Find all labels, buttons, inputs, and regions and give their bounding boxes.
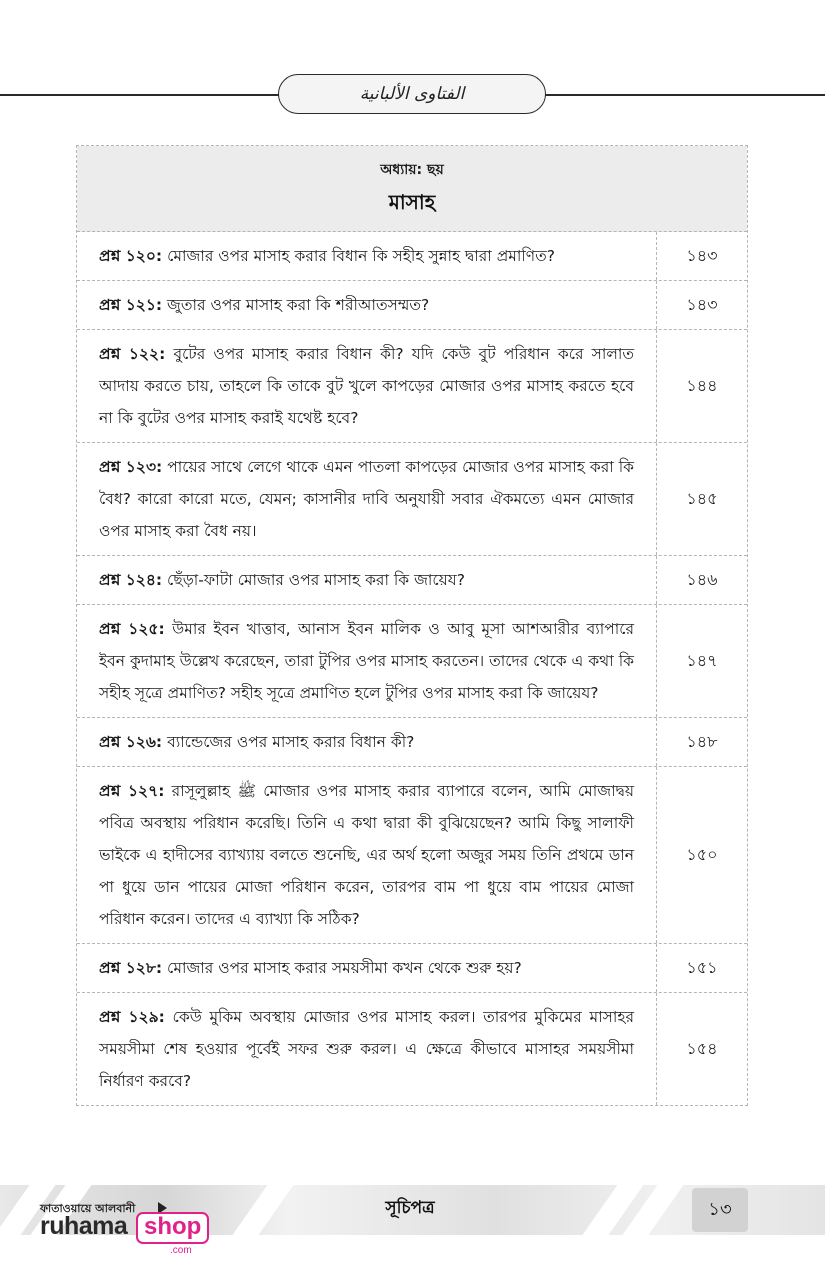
question-cell: [77, 993, 657, 1105]
chapter-title: মাসাহ: [388, 190, 436, 214]
toc-row[interactable]: [77, 767, 747, 944]
page-number-cell: ১৫১: [686, 957, 718, 977]
toc-row[interactable]: [77, 605, 747, 718]
ruhama-shop-logo[interactable]: [40, 1200, 230, 1260]
question-label: প্রশ্ন ১২১:: [99, 296, 163, 314]
question-text: মোজার ওপর মাসাহ করার বিধান কি সহীহ সুন্নাহ দ্বারা প্রমাণিত?: [162, 247, 556, 265]
question-label: প্রশ্ন ১২৪:: [99, 571, 163, 589]
question-label: প্রশ্ন ১২৯:: [99, 1008, 165, 1026]
header-emblem: [278, 74, 546, 114]
question-cell: [77, 767, 657, 943]
question-text: পায়ের সাথে লেগে থাকে এমন পাতলা কাপড়ের মোজার ওপর মাসাহ করা কি বৈধ? কারো কারো মতে, যেমন; কাসানীর দাবি অনুযায়ী সবার ঐকমত্যে এমন মোজার ওপর মাসাহ করা বৈধ নয়।: [99, 458, 635, 540]
question-label: প্রশ্ন ১২৫:: [99, 620, 165, 638]
page-number-cell: ১৫৪: [686, 1038, 718, 1058]
header-rule-right: [544, 94, 825, 96]
toc-row[interactable]: [77, 944, 747, 993]
page-number-cell: ১৪৮: [686, 731, 718, 751]
logo-book-title: ফাতাওয়ায়ে আলবানী: [40, 1202, 136, 1215]
chapter-label: অধ্যায়: ছয়: [380, 162, 444, 178]
question-text: বুটের ওপর মাসাহ করার বিধান কী? যদি কেউ বুট পরিধান করে সালাত আদায় করতে চায়, তাহলে কি তাকে বুট খুলে কাপড়ের মোজার ওপর মাসাহ করতে হবে না কি বুটের ওপর মাসাহ করাই যথেষ্ট হবে?: [99, 345, 635, 427]
question-label: প্রশ্ন ১২৮:: [99, 959, 163, 977]
question-label: প্রশ্ন ১২৭:: [99, 782, 165, 800]
question-text: ব্যান্ডেজের ওপর মাসাহ করার বিধান কী?: [162, 733, 415, 751]
toc-row[interactable]: [77, 556, 747, 605]
question-label: প্রশ্ন ১২০:: [99, 247, 163, 265]
toc-row[interactable]: [77, 993, 747, 1105]
question-cell: [77, 232, 657, 280]
toc-row[interactable]: [77, 718, 747, 767]
question-cell: [77, 556, 657, 604]
header-emblem-text: الفتاوى الألبانية: [359, 84, 465, 104]
question-cell: [77, 281, 657, 329]
question-cell: [77, 944, 657, 992]
page-number-cell: ১৪৫: [686, 488, 718, 508]
question-label: প্রশ্ন ১২২:: [99, 345, 166, 363]
question-cell: [77, 718, 657, 766]
page-number-cell: ১৪৩: [686, 245, 718, 265]
footer-title: সূচিপত্র: [385, 1198, 435, 1218]
page-number-cell: ১৫০: [686, 844, 718, 864]
question-text: উমার ইবন খাত্তাব, আনাস ইবন মালিক ও আবু মূসা আশআরীর ব্যাপারে ইবন কুদামাহ উল্লেখ করেছেন, তারা টুপির ওপর মাসাহ করতেন। তাদের থেকে এ কথা কি সহীহ সূত্রে প্রমাণিত? সহীহ সূত্রে প্রমাণিত হলে টুপির ওপর মাসাহ করা কি জায়েয?: [99, 620, 634, 702]
question-text: জুতার ওপর মাসাহ করা কি শরীআতসম্মত?: [162, 296, 430, 314]
question-text: কেউ মুকিম অবস্থায় মোজার ওপর মাসাহ করল। তারপর মুকিমের মাসাহর সময়সীমা শেষ হওয়ার পূর্বেই সফর শুরু করল। এ ক্ষেত্রে কীভাবে মাসাহর সময়সীমা নির্ধারণ করবে?: [99, 1008, 634, 1090]
question-label: প্রশ্ন ১২৩:: [99, 458, 163, 476]
logo-domain: .com: [170, 1245, 192, 1256]
question-label: প্রশ্ন ১২৬:: [99, 733, 163, 751]
toc-table: [76, 145, 748, 1106]
header-rule-left: [0, 94, 282, 96]
page-number-cell: ১৪৩: [686, 294, 718, 314]
question-cell: [77, 330, 657, 442]
page-number-cell: ১৪৭: [686, 650, 718, 670]
logo-shop-badge: shop: [136, 1212, 209, 1244]
question-text: ছেঁড়া-ফাটা মোজার ওপর মাসাহ করা কি জায়েয?: [162, 571, 465, 589]
toc-row[interactable]: [77, 232, 747, 281]
question-text: রাসূলুল্লাহ ﷺ মোজার ওপর মাসাহ করার ব্যাপারে বলেন, আমি মোজাদ্বয় পবিত্র অবস্থায় পরিধান করেছি। তিনি এ কথা দ্বারা কী বুঝিয়েছেন? আমি কিছু সালাফী ভাইকে এ হাদীসের ব্যাখ্যায় বলতে শুনেছি, এর অর্থ হলো অজুর সময় তিনি প্রথমে ডান পা ধুয়ে ডান পায়ের মোজা পরিধান করেন, তারপর বাম পা ধুয়ে বাম পায়ের মোজা পরিধান করেন। তাদের এ ব্যাখ্যা কি সঠিক?: [99, 782, 634, 928]
toc-row[interactable]: [77, 281, 747, 330]
question-text: মোজার ওপর মাসাহ করার সময়সীমা কখন থেকে শুরু হয়?: [162, 959, 522, 977]
toc-row[interactable]: [77, 330, 747, 443]
chapter-header: [77, 146, 747, 232]
logo-brand-text: ruhama: [40, 1212, 128, 1240]
toc-row[interactable]: [77, 443, 747, 556]
question-cell: [77, 443, 657, 555]
page-number-box: ১৩: [692, 1188, 748, 1232]
page-number-cell: ১৪৪: [686, 375, 718, 395]
page-number-cell: ১৪৬: [686, 569, 718, 589]
question-cell: [77, 605, 657, 717]
